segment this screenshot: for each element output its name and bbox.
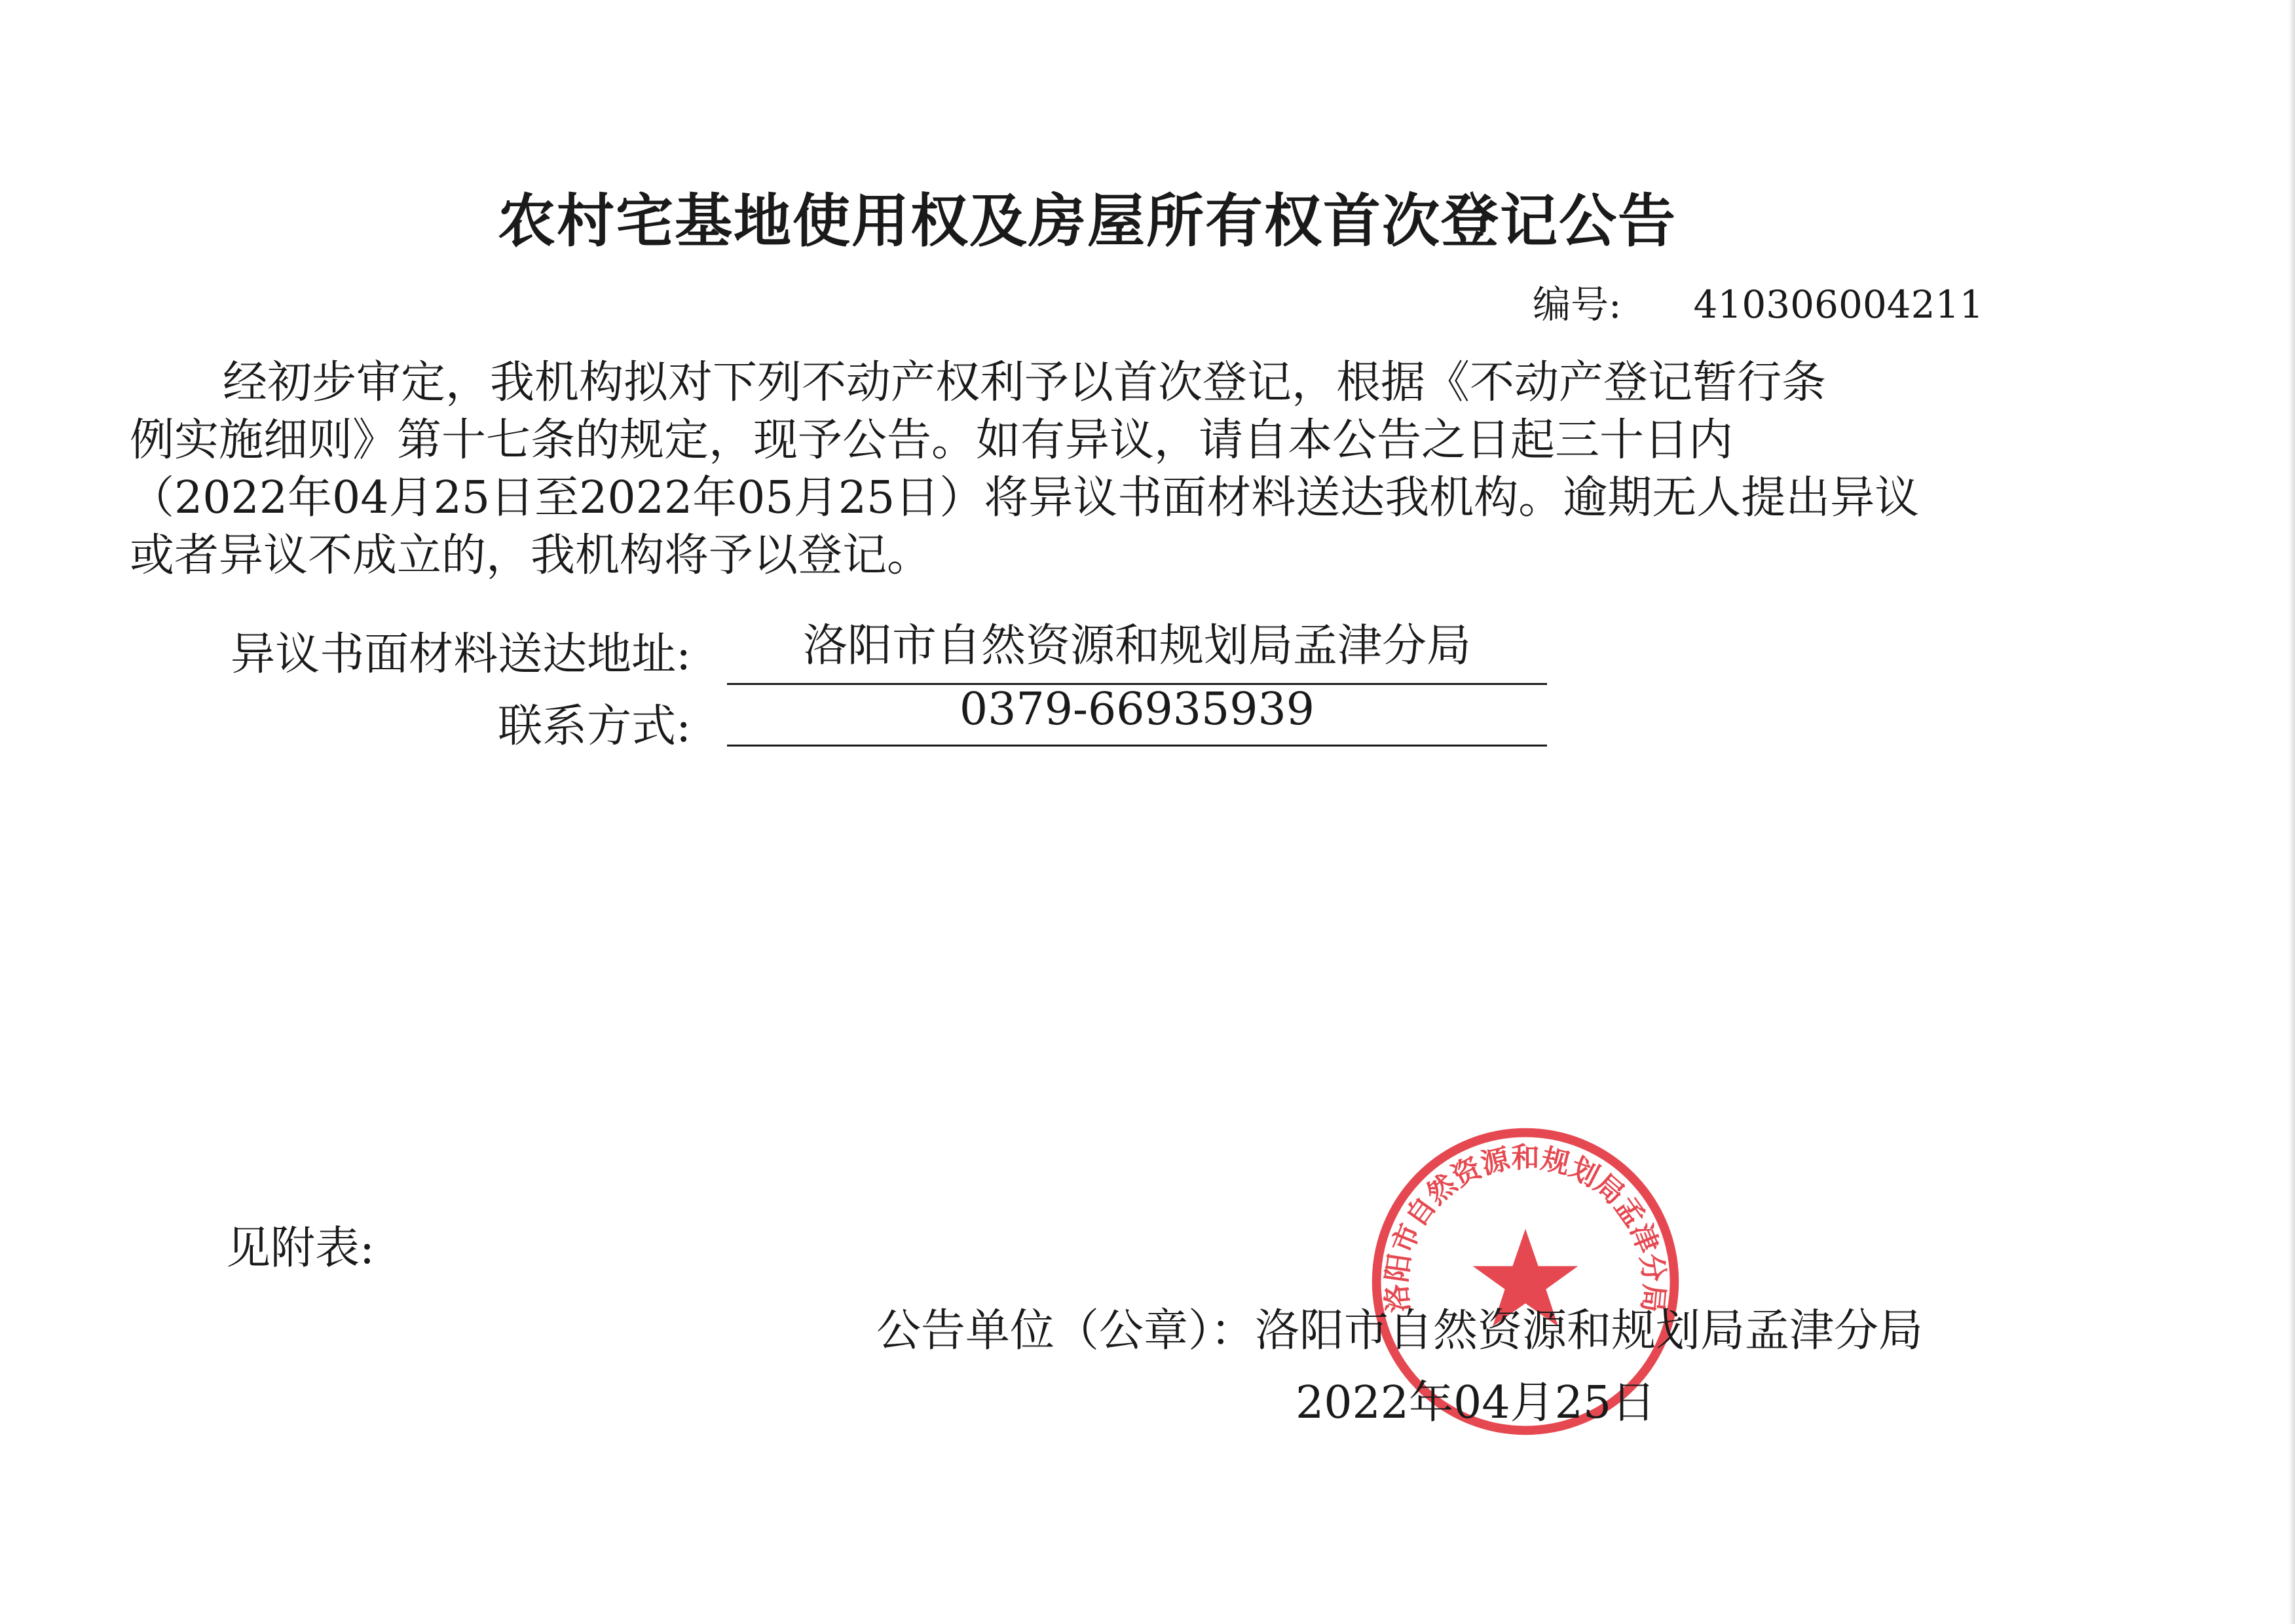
notice-title: 农村宅基地使用权及房屋所有权首次登记公告 — [497, 187, 1677, 255]
address-label: 异议书面材料送达地址: — [231, 629, 691, 680]
paragraph-line-2: 例实施细则》第十七条的规定，现予公告。如有异议，请自本公告之日起三十日内 — [130, 415, 1734, 466]
issuer-line: 公告单位（公章）：洛阳市自然资源和规划局孟津分局 — [876, 1305, 1924, 1357]
paragraph-line-4: 或者异议不成立的，我机构将予以登记。 — [130, 530, 932, 581]
seal-ring-text: 洛阳市自然资源和规划局孟津分局 — [1380, 1141, 1671, 1314]
contact-label: 联系方式: — [498, 701, 691, 752]
document-number — [1533, 274, 1983, 329]
scan-edge-shadow — [2288, 0, 2295, 1624]
document-number-label: 编号: — [1533, 282, 1622, 327]
document-number-value: 410306004211 — [1693, 282, 1984, 327]
issue-date: 2022年04月25日 — [1296, 1377, 1656, 1429]
address-value: 洛阳市自然资源和规划局孟津分局 — [727, 610, 1547, 685]
paragraph-line-3: （2022年04月25日至2022年05月25日）将异议书面材料送达我机构。逾期无人提出异议 — [130, 472, 1920, 524]
contact-value: 0379-66935939 — [727, 684, 1547, 747]
paragraph-line-1: 经初步审定，我机构拟对下列不动产权利予以首次登记，根据《不动产登记暂行条 — [223, 357, 1827, 409]
attachment-label: 见附表: — [226, 1223, 375, 1274]
